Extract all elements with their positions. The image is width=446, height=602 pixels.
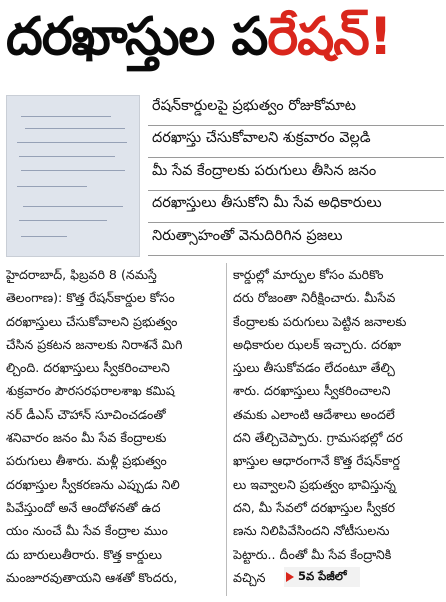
body-line: స్తులు తీసుకోవడం లేదంటూ తేల్చి: [233, 360, 395, 376]
subhead-4: [148, 192, 444, 223]
subhead-3: [148, 160, 444, 191]
body-line: దని తేల్చిచెప్పారు. గ్రామసభల్లో దర: [233, 430, 403, 446]
headline-black: దరఖాస్తుల ప: [6, 7, 268, 67]
body-line: హైదరాబాద్, ఫిబ్రవరి 8 (నమస్తే: [6, 267, 157, 282]
body-line: ణను నిలిపివేసిందని నోటీసులను: [233, 523, 390, 539]
body-line: ఖాస్తుల ఆధారంగానే కొత్త రేషన్‌కార్డ: [233, 453, 400, 469]
body-line: దరఖాస్తుల స్వీకరణను ఎప్పుడు నిలి: [6, 476, 180, 492]
body-column-2: [233, 263, 441, 589]
body-line: తమకు ఎలాంటి ఆదేశాలు అందలే: [233, 406, 395, 422]
subhead-4-text: దరఖాస్తులు తీసుకోని మీ సేవ అధికారులు: [152, 195, 382, 211]
body-line: లు ఇవ్వాలని ప్రభుత్వం భావిస్తున్న: [233, 476, 396, 492]
subhead-2: [148, 127, 444, 158]
body-column-1: [6, 263, 222, 589]
body-line: శారు. దరఖాస్తులు స్వీకరించాలని: [233, 383, 391, 399]
body-line: నర్ డీఎస్ చౌహాన్ సూచించడంతో: [6, 406, 166, 422]
body-line: పరుగులు తీశారు. మళ్లీ ప్రభుత్వం: [6, 453, 167, 469]
headline: [0, 0, 446, 78]
body-line: యం నుంచే మీ సేవ కేంద్రాల ముం: [6, 523, 168, 539]
body-line: దు బారులుతీరారు. కొత్త కార్డులు: [6, 546, 162, 562]
subhead-1: [148, 95, 444, 126]
body-line: ల్చింది. దరఖాస్తులు స్వీకరించాలని: [6, 360, 170, 376]
body-line: కార్డుల్లో మార్పుల కోసం మరికొం: [233, 267, 384, 282]
body-line: పివేస్తుందో అనే ఆందోళనతో ఉద: [6, 499, 161, 515]
handwritten-application-photo: [6, 95, 140, 257]
body-line: మంజూరవుతాయని ఆశతో కొందరు,: [6, 569, 178, 585]
body-line: పెట్టారు.. దీంతో మీ సేవ కేంద్రానికి: [233, 546, 392, 562]
column-divider: [226, 263, 227, 596]
body-line: చేసిన ప్రకటన జనాలకు నిరాశనే మిగి: [6, 336, 183, 352]
body-line: వచ్చిన: [233, 569, 266, 585]
body-line: దరఖాస్తులు చేసుకోవాలని ప్రభుత్వం: [6, 313, 178, 329]
body-line: తెలంగాణ): కొత్త రేషన్‌కార్డుల కోసం: [6, 290, 175, 306]
subhead-5: [148, 225, 444, 256]
subhead-2-text: దరఖాస్తు చేసుకోవాలని శుక్రవారం వెల్లడి: [152, 130, 371, 146]
subhead-5-text: నిరుత్సాహంతో వెనుదిరిగిన ప్రజలు: [152, 228, 343, 244]
triangle-arrow-icon: [286, 572, 294, 582]
body-line: శనివారం జనం మీ సేవ కేంద్రాలకు: [6, 430, 167, 446]
body-line: దరు రోజంతా నిరీక్షించారు. మీసేవ: [233, 290, 396, 306]
body-line: కేంద్రాలకు పరుగులు పెట్టిన జనాలకు: [233, 313, 407, 329]
continued-label: 5వ పేజీలో: [298, 569, 347, 583]
body-line: శుక్రవారం పౌరసరఫరాలశాఖ కమిష: [6, 383, 175, 399]
subhead-1-text: రేషన్‌కార్డులపై ప్రభుత్వం రోజుకోమాట: [152, 98, 356, 114]
body-line: దని, మీ సేవలో దరఖాస్తుల స్వీకర: [233, 499, 395, 515]
body-line: అధికారుల ఝలక్ ఇచ్చారు. దరఖా: [233, 336, 402, 352]
headline-text: [6, 2, 392, 72]
subhead-3-text: మీ సేవ కేంద్రాలకు పరుగులు తీసిన జనం: [152, 163, 377, 179]
headline-red: రేషన్!: [267, 7, 392, 67]
continued-on-page-5[interactable]: [284, 567, 360, 587]
